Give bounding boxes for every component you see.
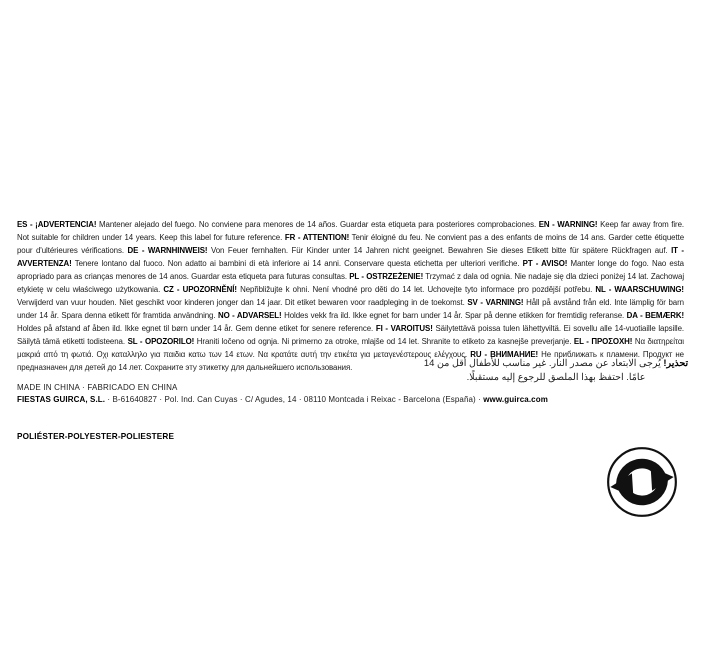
lang-warning-tag: RU - ВНИМАНИЕ! [470, 350, 539, 359]
lang-warning-tag: IT - AVVERTENZA! [17, 246, 684, 268]
lang-warning-tag: PL - OSTRZEŻENIE! [349, 272, 424, 281]
lang-warning-tag: FR - ATTENTION! [284, 233, 350, 242]
company-line [17, 395, 548, 404]
company-details: · B-61640827 · Pol. Ind. Can Cuyas · C/ Agudes, 14 · 08110 Montcada i Reixac - Barcelona (España) · [105, 395, 484, 404]
lang-warning-tag: PT - AVISO! [522, 259, 568, 268]
made-in-line: MADE IN CHINA · FABRICADO EN CHINA [17, 383, 178, 392]
multilingual-warnings: ES - ¡ADVERTENCIA! Mantener alejado del fuego. No conviene para menores de 14 años. Guardar esta etiqueta para posteriores comprobaciones. EN - WARNING! Keep far away from fire. Not suitable for children under 14 years. Keep this label for future reference. FR - ATTENTION! Tenir éloigné du feu. Ne convient pas a des enfants de moins de 14 ans. Garder cette étiquette pour d'ultérieures vérifications. DE - WARNHINWEIS! Von Feuer fernhalten. Für Kinder unter 14 Jahren nicht geeignet. Bewahren Sie dieses Etikett bitte für spätere Rückfragen auf. IT - AVVERTENZA! Tenere lontano dal fuoco. Non adatto ai bambini di età inferiore ai 14 anni. Conservare questa etichetta per ulteriori verifiche. PT - AVISO! Manter longe do fogo. Nao esta apropriado para as crianças menores de 14 anos. Guardar esta etiqueta para futuras consultas. PL - OSTRZEŻENIE! Trzymać z dala od ognia. Nie nadaje się dla dzieci poniżej 14 lat. Zachowaj etykietę w celu właściwego użytkowania. CZ - UPOZORNĚNÍ! Nepřibližujte k ohni. Není vhodné pro děti do 14 let. Uchovejte tyto informace pro pozdější potřebu. NL - WAARSCHUWING! Verwijderd van vuur houden. Niet geschikt voor kinderen jonger dan 14 jaar. Dit etiket bewaren voor raadpleging in de toekomst. SV - VARNING! Håll på avstånd från eld. Inte lämplig för barn under 14 år. Spara denna etikett för framtida användning. NO - ADVARSEL! Holdes vekk fra ild. Ikke egnet for barn under 14 år. Spar på denne etikken for fremtidig referanse. DA - BEMÆRK! Holdes på afstand af åben ild. Ikke egnet til børn under 14 år. Gem denne etiket for senere reference. FI - VAROITUS! Säilytettävä poissa tulen lähettyviltä. Ei sovellu alle 14-vuotiaille lapsille. Säilytä tämä etiketti todisteena. SL - OPOZORILO! Hraniti ločeno od ognja. Ni primerno za otroke, mlajše od 14 let. Shranite to etiketo za kasnejše preverjanje. EL - ΠΡΟΣΟΧΗ! Να διατηρείται μακριά από τη φωτιά. Οχι καταλληλο για παιδια κατω των 14 ετων. Να κρατάτε αυτή την ετικέτα για μεταγενέστερους ελέγχους. RU - ВНИМАНИЕ! Не приближать к пламени. Продукт не предназначен для детей до 14 лет. Сохраните эту этикетку для дальнейшего использования. [17, 220, 685, 372]
lang-warning-tag: SL - OPOZORILO! [127, 337, 195, 346]
green-dot-recycling-icon [606, 446, 678, 518]
lang-warning-tag: EN - WARNING! [538, 220, 598, 229]
lang-warning-tag: ES - ¡ADVERTENCIA! [17, 220, 97, 229]
company-website: www.guirca.com [483, 395, 548, 404]
lang-warning-tag: EL - ΠΡΟΣΟΧΗ! [573, 337, 633, 346]
arabic-warning [420, 357, 692, 384]
material-line: POLIÉSTER-POLYESTER-POLIESTERE [17, 432, 175, 441]
arabic-warning-text: يُرجى الابتعاد عن مصدر النار. غير مناسب للأطفال أقل من 14 عامًا. احتفظ بهذا الملصق للرجوع إليه مستقبلًا. [423, 358, 661, 383]
lang-warning-tag: FI - VAROITUS! [375, 324, 433, 333]
lang-warning-tag: NO - ADVARSEL! [217, 311, 282, 320]
lang-warning-tag: NL - WAARSCHUWING! [595, 285, 684, 294]
company-name: FIESTAS GUIRCA, S.L. [17, 395, 106, 404]
lang-warning-tag: DE - WARNHINWEIS! [127, 246, 208, 255]
lang-warning-tag: DA - BEMÆRK! [626, 311, 684, 320]
lang-warning-tag: SV - VARNING! [467, 298, 524, 307]
arabic-warning-tag: تحذير! [663, 358, 689, 369]
lang-warning-tag: CZ - UPOZORNĚNÍ! [163, 285, 237, 294]
